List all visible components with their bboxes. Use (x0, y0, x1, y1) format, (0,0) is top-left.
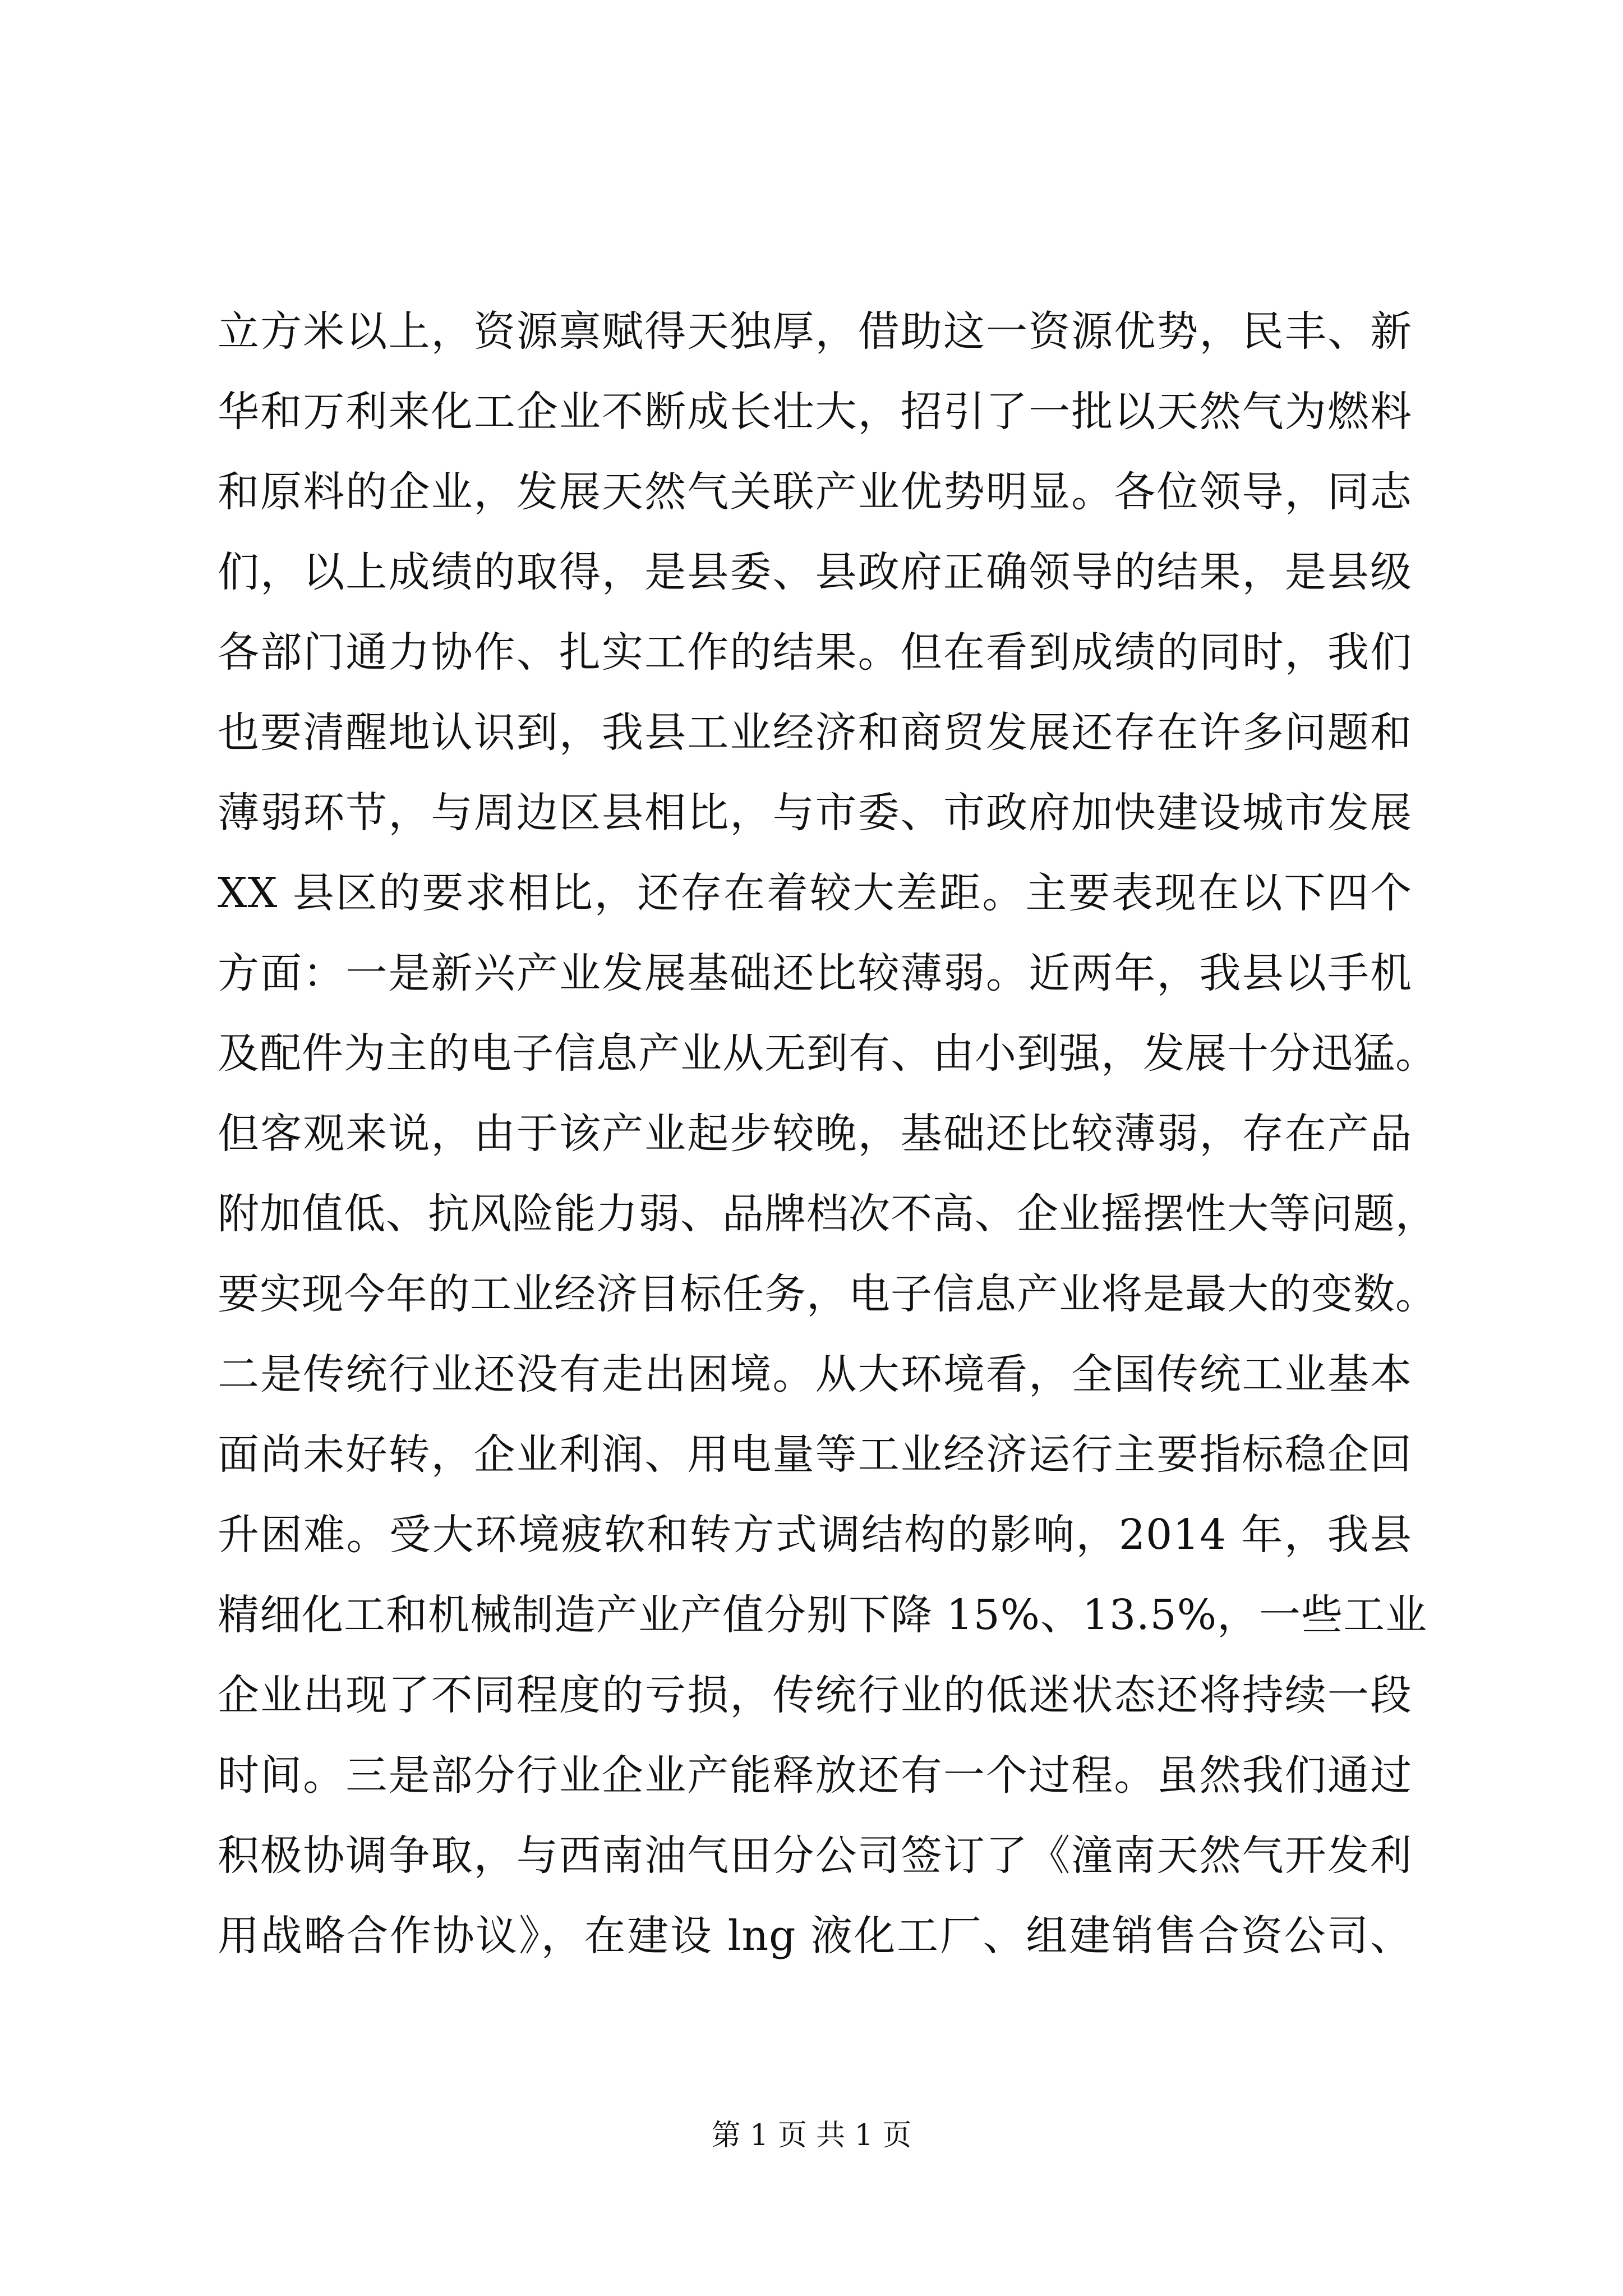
text-line: 二是传统行业还没有走出困境。从大环境看，全国传统工业基本 (218, 1350, 1412, 1398)
text-line: 但客观来说，由于该产业起步较晚，基础还比较薄弱，存在产品 (218, 1110, 1412, 1158)
text-line: 们，以上成绩的取得，是县委、县政府正确领导的结果，是县级 (218, 548, 1412, 596)
text-line: 及配件为主的电子信息产业从无到有、由小到强，发展十分迅猛。 (218, 1029, 1437, 1078)
text-line: 用战略合作协议》，在建设 lng 液化工厂、组建销售合资公司、 (218, 1912, 1412, 1960)
text-line: 升困难。受大环境疲软和转方式调结构的影响，2014 年，我县 (218, 1511, 1412, 1559)
page-number-footer: 第 1 页 共 1 页 (711, 2119, 912, 2152)
text-line: XX 县区的要求相比，还存在着较大差距。主要表现在以下四个 (218, 869, 1412, 917)
text-line: 要实现今年的工业经济目标任务，电子信息产业将是最大的变数。 (218, 1270, 1437, 1318)
body-text (218, 292, 1437, 1976)
text-line: 面尚未好转，企业利润、用电量等工业经济运行主要指标稳企回 (218, 1430, 1412, 1479)
text-line: 各部门通力协作、扎实工作的结果。但在看到成绩的同时，我们 (218, 628, 1412, 677)
text-line: 企业出现了不同程度的亏损，传统行业的低迷状态还将持续一段 (218, 1671, 1412, 1719)
text-line: 华和万利来化工企业不断成长壮大，招引了一批以天然气为燃料 (218, 388, 1412, 436)
text-line: 方面：一是新兴产业发展基础还比较薄弱。近两年，我县以手机 (218, 949, 1412, 997)
text-line: 和原料的企业，发展天然气关联产业优势明显。各位领导，同志 (218, 468, 1412, 516)
text-line: 立方米以上，资源禀赋得天独厚，借助这一资源优势，民丰、新 (218, 307, 1412, 356)
text-line: 积极协调争取，与西南油气田分公司签订了《潼南天然气开发利 (218, 1832, 1412, 1880)
text-line: 时间。三是部分行业企业产能释放还有一个过程。虽然我们通过 (218, 1751, 1412, 1800)
text-line: 薄弱环节，与周边区县相比，与市委、市政府加快建设城市发展 (218, 789, 1412, 837)
text-line: 附加值低、抗风险能力弱、品牌档次不高、企业摇摆性大等问题， (218, 1190, 1437, 1238)
text-line: 精细化工和机械制造产业产值分别下降 15%、13.5%，一些工业 (218, 1591, 1428, 1639)
text-line: 也要清醒地认识到，我县工业经济和商贸发展还存在许多问题和 (218, 708, 1412, 757)
